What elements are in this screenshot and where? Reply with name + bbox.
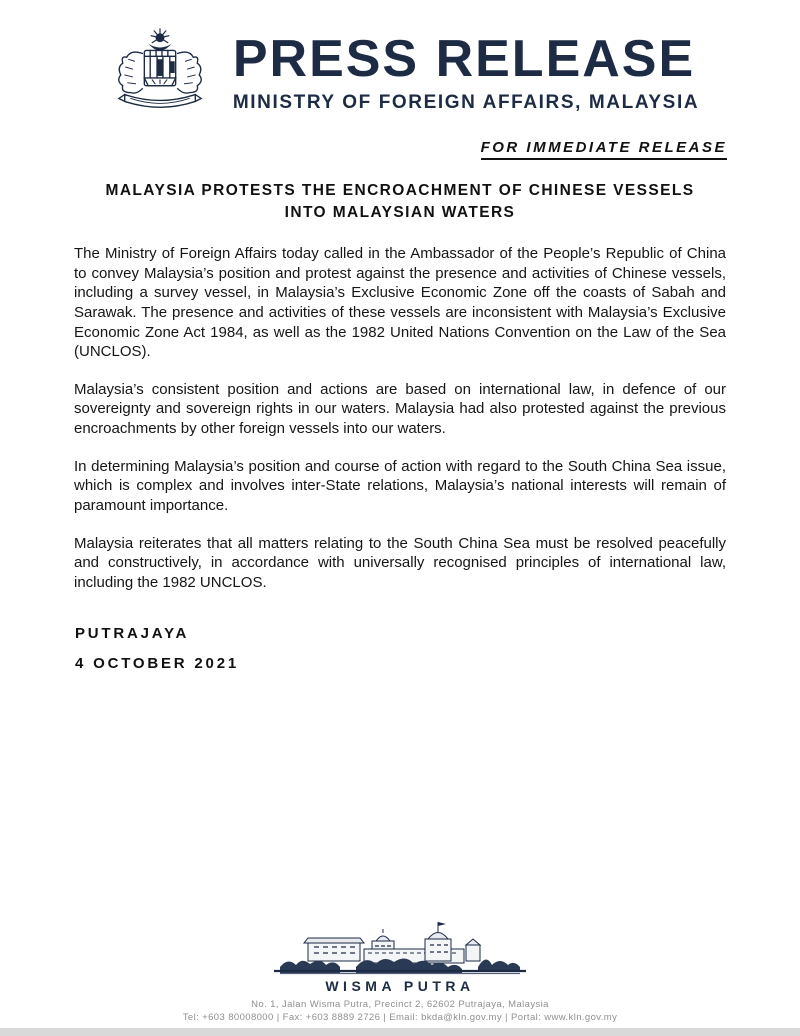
wisma-putra-building-icon [260,921,540,976]
header-text [232,29,700,114]
header [0,24,800,122]
release-line: FOR IMMEDIATE RELEASE [481,139,727,160]
paragraph-4: Malaysia reiterates that all matters relating to the South China Sea must be resolved peacefully and constructively, in accordance with universally recognised principles of international law, including the 1982 UNCLOS. [74,534,726,591]
ministry-subtitle: MINISTRY OF FOREIGN AFFAIRS, MALAYSIA [232,91,700,113]
bottom-strip [0,1028,800,1036]
footer-address: No. 1, Jalan Wisma Putra, Precinct 2, 62602 Putrajaya, Malaysia [251,999,549,1011]
dateline [0,625,800,672]
malaysia-coat-of-arms-icon [101,24,219,122]
paragraph-2: Malaysia’s consistent position and actions are based on international law, in defence of our sovereignty and sovereign rights in our waters. Malaysia had also protested against the previous encroachments by other foreign vessels into our waters. [74,380,726,438]
dateline-date: 4 OCTOBER 2021 [75,654,239,672]
document-title: MALAYSIA PROTESTS THE ENCROACHMENT OF CHINESE VESSELS INTO MALAYSIAN WATERS [105,182,695,222]
dateline-place: PUTRAJAYA [75,624,190,642]
release-line-wrap [0,139,800,160]
press-release-title: PRESS RELEASE [232,29,696,88]
paragraph-3: In determining Malaysia’s position and course of action with regard to the South China Sea issue, which is complex and involves inter-State relations, Malaysia’s national interests will remain of paramount importance. [74,457,726,514]
paragraph-1: The Ministry of Foreign Affairs today called in the Ambassador of the People’s Republic of China to convey Malaysia’s position and protest against the presence and activities of Chinese vessels, including a survey vessel, in Malaysia’s Exclusive Economic Zone off the coasts of Sabah and Sarawak. The presence and activities of these vessels are inconsistent with Malaysia’s Exclusive Economic Zone Act 1984, as well as the 1982 United Nations Convention on the Law of the Sea (UNCLOS). [74,244,726,361]
footer [0,921,800,1036]
document-body [0,244,800,593]
footer-contact: Tel: +603 80008000 | Fax: +603 8889 2726 | Email: bkda@kln.gov.my | Portal: www.kln.gov.my [182,1012,618,1024]
footer-caption: WISMA PUTRA [325,978,475,995]
